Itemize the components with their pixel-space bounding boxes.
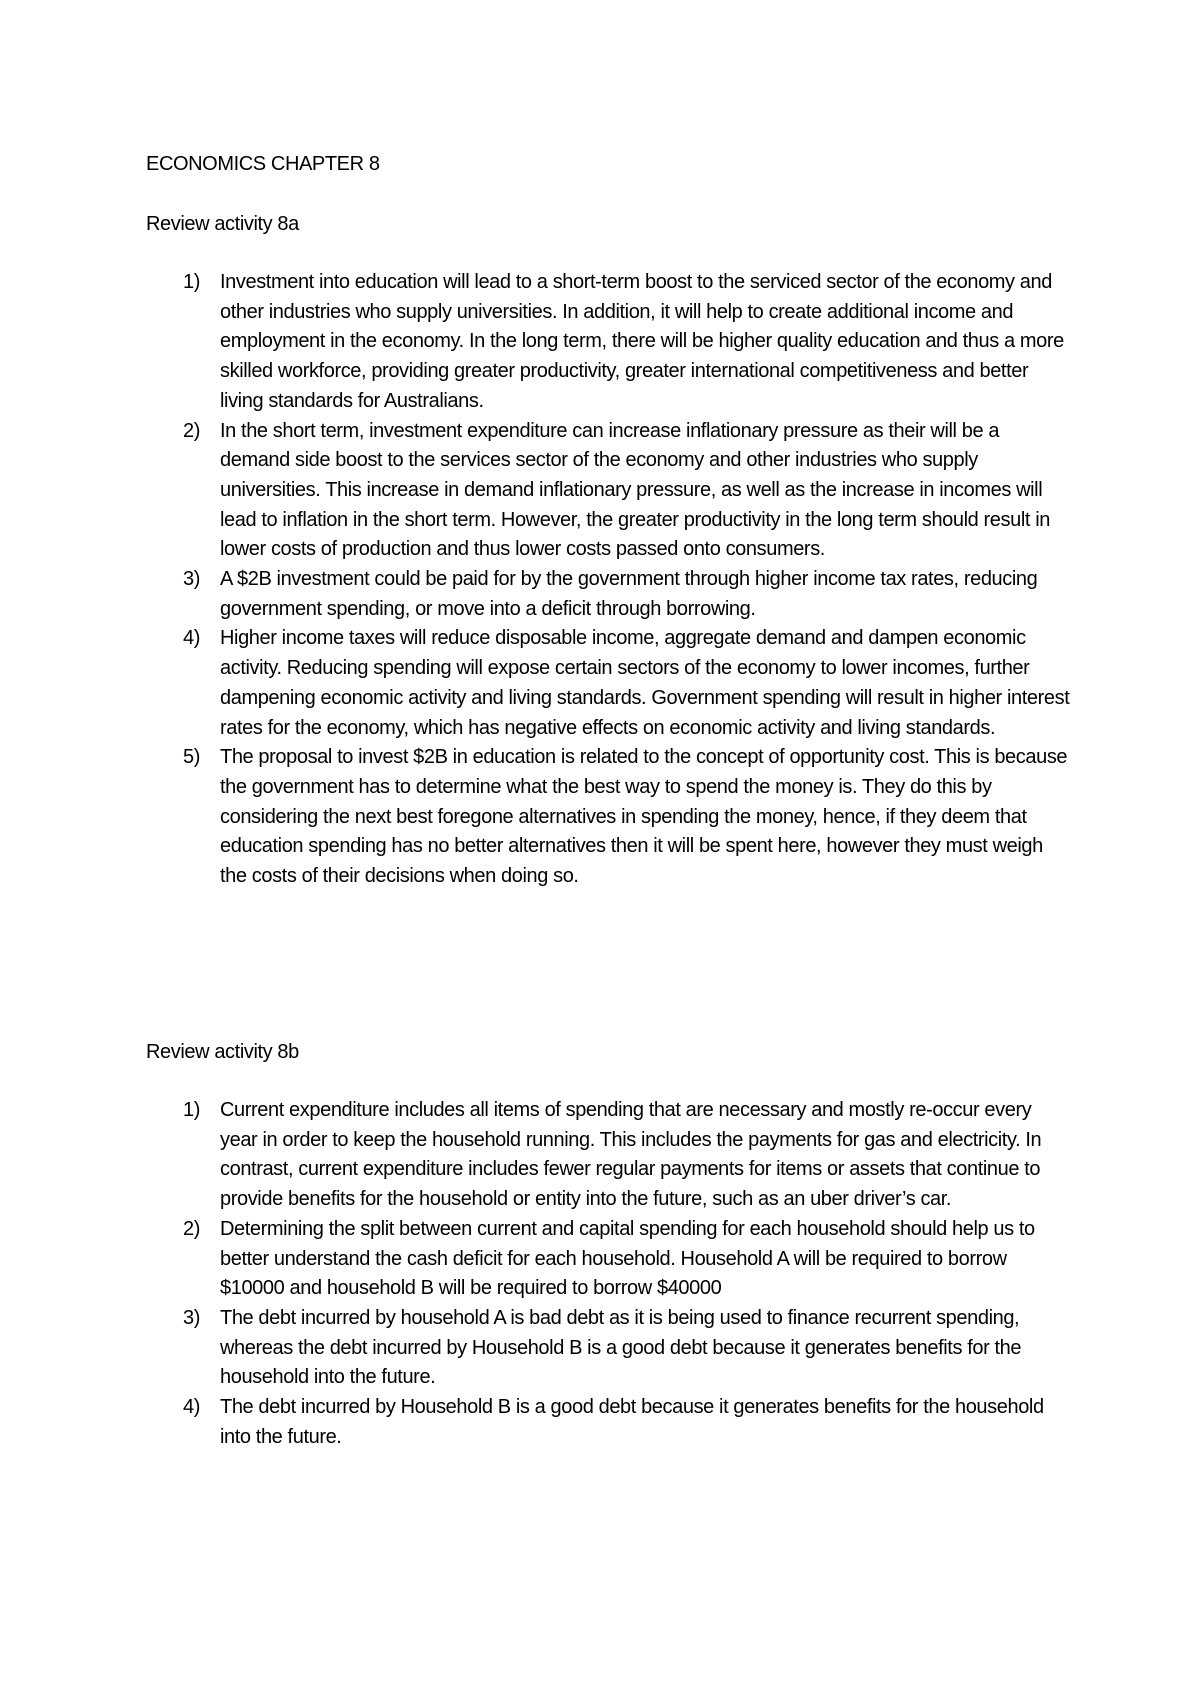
- item-text: Determining the split between current and capital spending for each household should help us to better understand the cash deficit for each household. Household A will be required to borrow $10000 and household B will be required to borrow $40000: [220, 1217, 1035, 1300]
- item-text: Current expenditure includes all items of spending that are necessary and mostly re-occur every year in order to keep the household running. This includes the payments for gas and electricity. In contrast, current expenditure includes fewer regular payments for items or assets that continue to provide benefits for the household or entity into the future, such as an uber driver’s car.: [220, 1099, 1042, 1211]
- item-number: 1): [183, 1099, 200, 1121]
- item-text: The debt incurred by household A is bad debt as it is being used to finance recurrent spending, whereas the debt incurred by Household B is a good debt because it generates benefits for the household into the future.: [220, 1306, 1022, 1389]
- list-item: [183, 743, 1073, 892]
- list-item: [183, 1393, 1073, 1452]
- answer-list-8b: [183, 1096, 1073, 1452]
- item-number: 1): [183, 271, 200, 293]
- item-number: 2): [183, 419, 200, 442]
- document-title: ECONOMICS CHAPTER 8: [146, 153, 380, 175]
- item-text: The debt incurred by Household B is a good debt because it generates benefits for the household into the future.: [220, 1396, 1044, 1448]
- list-item: [183, 417, 1073, 566]
- item-number: 4): [183, 627, 200, 650]
- item-text: The proposal to invest $2B in education is related to the concept of opportunity cost. This is because the government has to determine what the best way to spend the money is. They do this by considering the next best foregone alternatives in spending the money, hence, if they deem that education spending has no better alternatives then it will be spent here, however they must weigh the costs of their decisions when doing so.: [220, 746, 1068, 888]
- section-heading-8b: Review activity 8b: [146, 1041, 299, 1063]
- list-item: [183, 1304, 1073, 1393]
- list-item: [183, 1215, 1073, 1304]
- answer-list-8a: [183, 268, 1073, 892]
- list-item: [183, 1096, 1073, 1215]
- list-item: [183, 268, 1073, 417]
- item-number: 2): [183, 1217, 200, 1240]
- item-number: 3): [183, 568, 200, 591]
- section-heading-8a: Review activity 8a: [146, 213, 299, 235]
- item-number: 4): [183, 1396, 200, 1419]
- item-text: Investment into education will lead to a short-term boost to the serviced sector of the economy and other industries who supply universities. In addition, it will help to create additional income and employment in the economy. In the long term, there will be higher quality education and thus a more skilled workforce, providing greater productivity, greater international competitiveness and better living standards for Australians.: [220, 271, 1064, 412]
- item-text: Higher income taxes will reduce disposable income, aggregate demand and dampen economic activity. Reducing spending will expose certain sectors of the economy to lower incomes, further dampening economic activity and living standards. Government spending will result in higher interest rates for the economy, which has negative effects on economic activity and living standards.: [220, 627, 1070, 739]
- list-item: [183, 624, 1073, 743]
- item-number: 3): [183, 1306, 200, 1329]
- item-text: A $2B investment could be paid for by the government through higher income tax rates, reducing government spending, or move into a deficit through borrowing.: [220, 568, 1038, 620]
- item-number: 5): [183, 746, 200, 769]
- item-text: In the short term, investment expenditure can increase inflationary pressure as their will be a demand side boost to the services sector of the economy and other industries who supply universities. This increase in demand inflationary pressure, as well as the increase in incomes will lead to inflation in the short term. However, the greater productivity in the long term should result in lower costs of production and thus lower costs passed onto consumers.: [220, 419, 1050, 561]
- list-item: [183, 565, 1073, 624]
